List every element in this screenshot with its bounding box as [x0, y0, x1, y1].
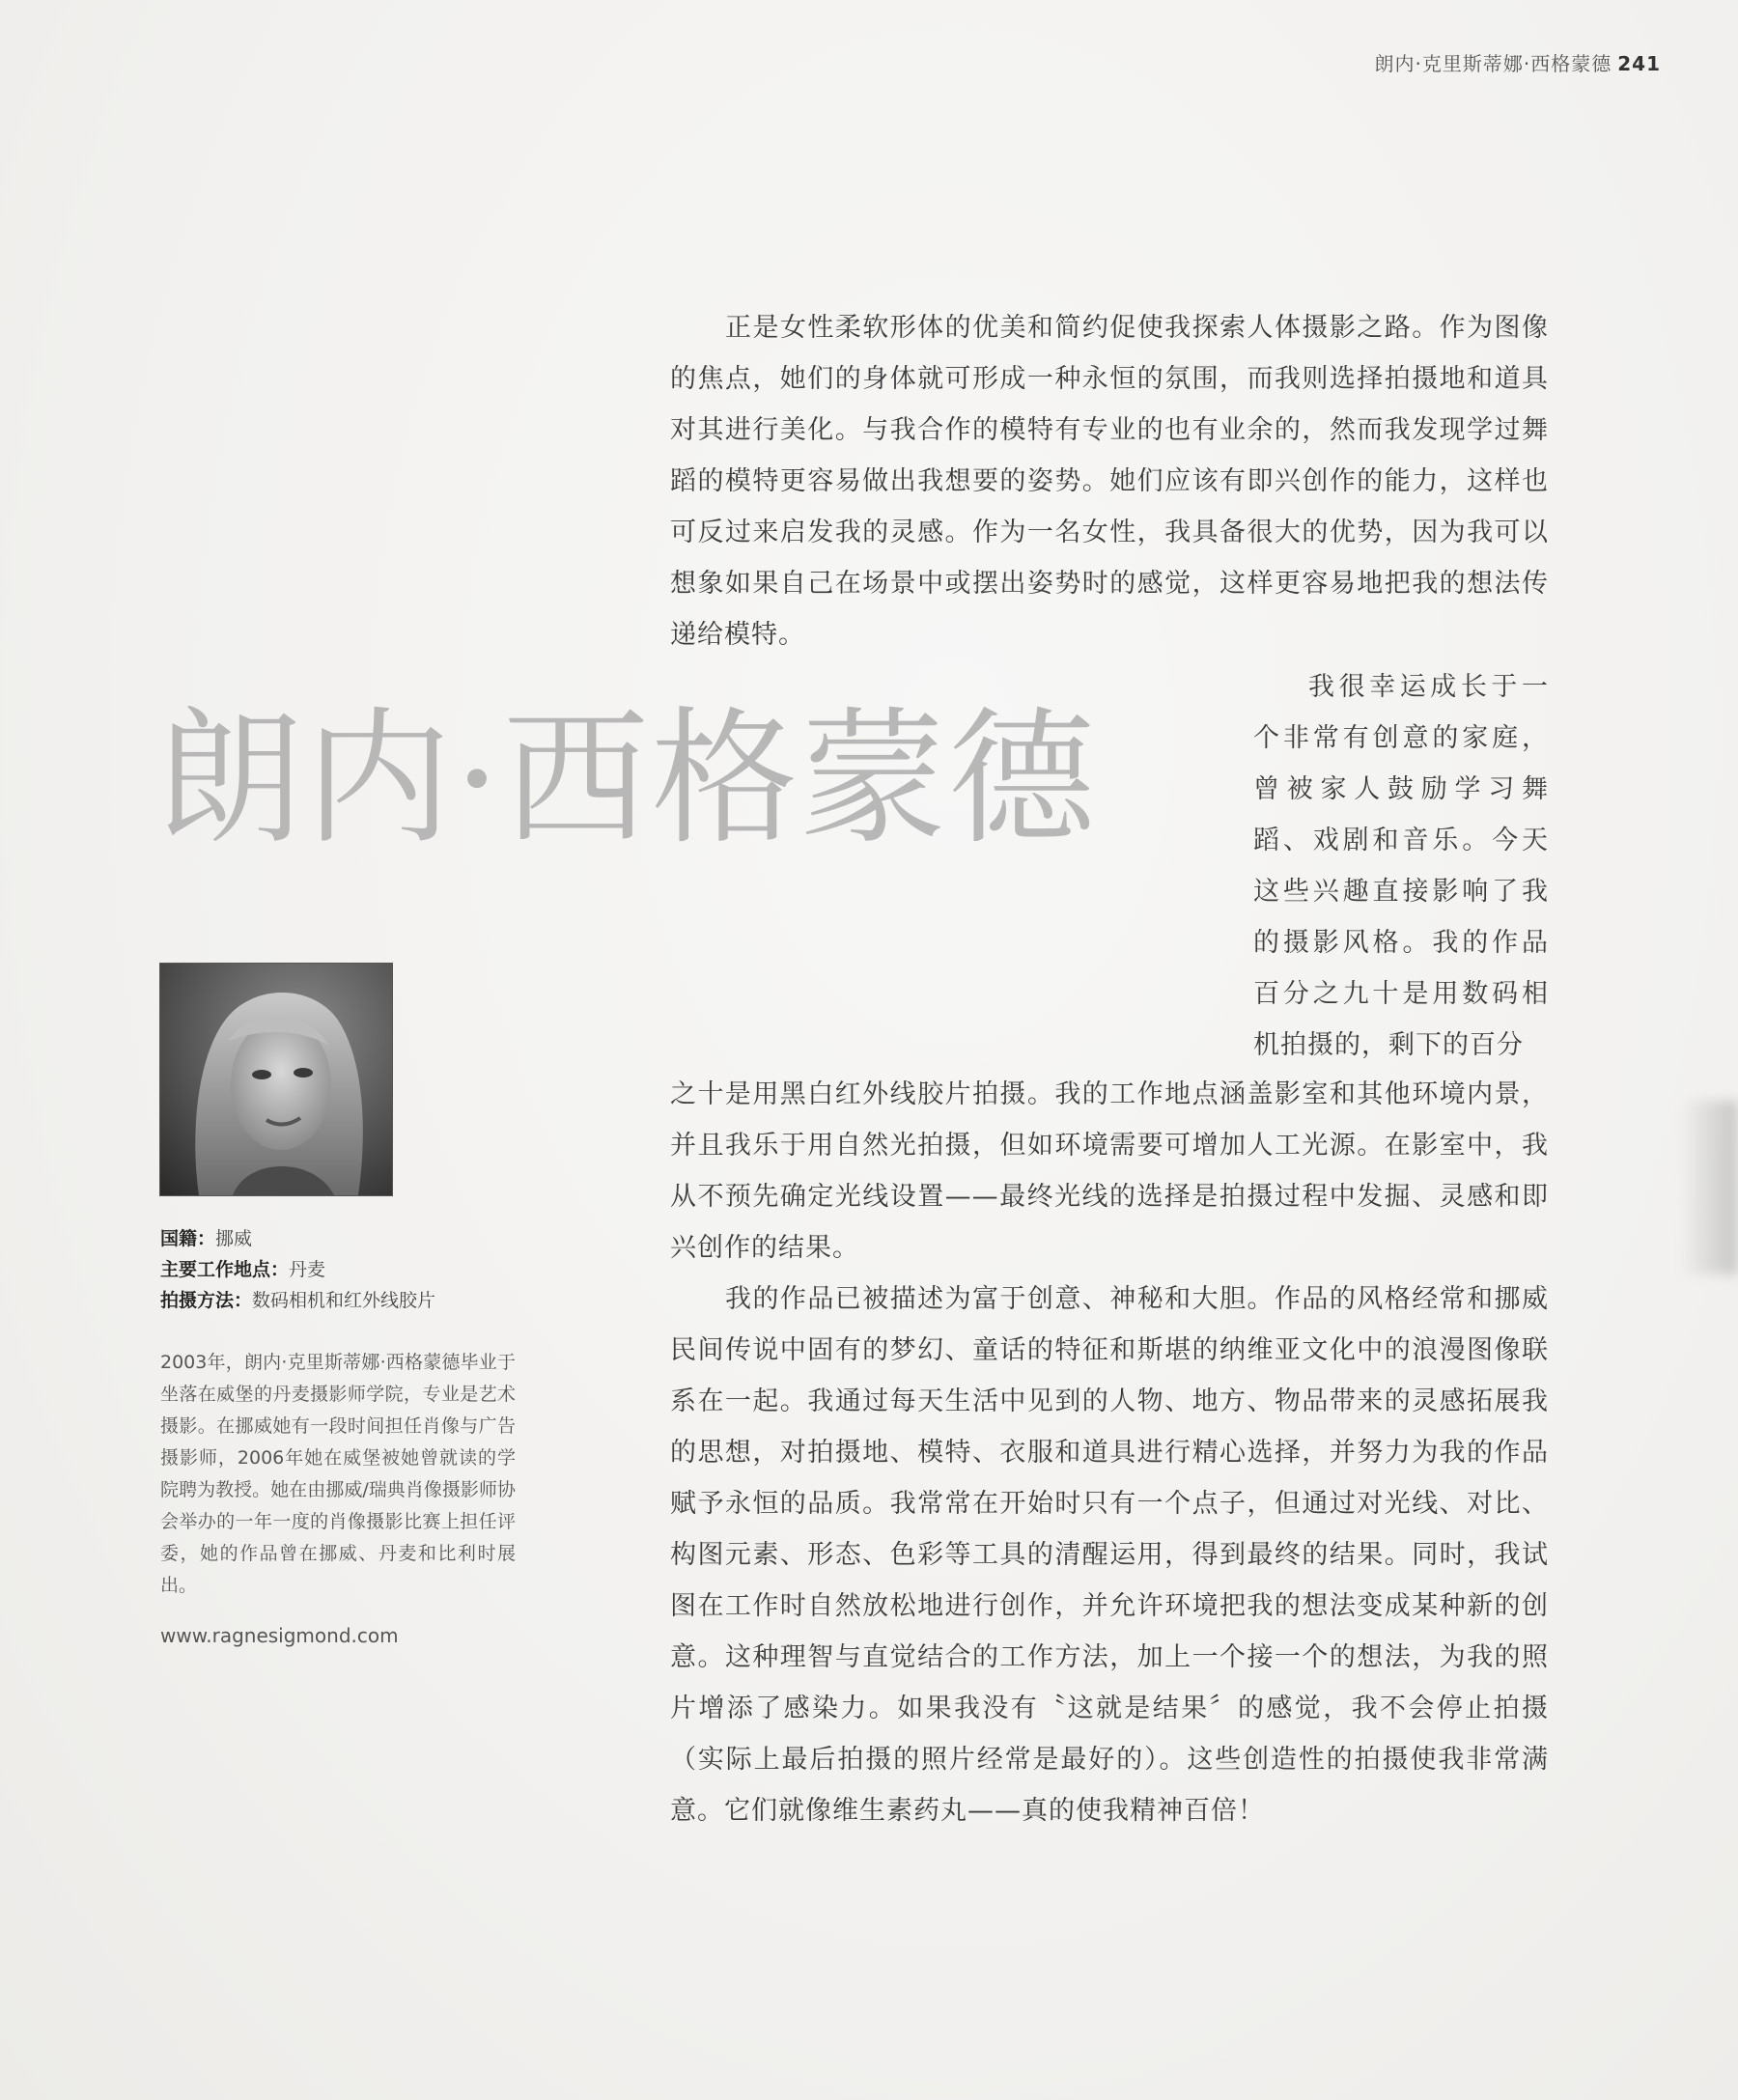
website-link[interactable]: www.ragnesigmond.com [160, 1624, 399, 1647]
fact-nationality [160, 1223, 435, 1254]
portrait-photo [159, 963, 393, 1196]
running-title: 朗内·克里斯蒂娜·西格蒙德 [1374, 52, 1612, 75]
paragraph-style: 我的作品已被描述为富于创意、神秘和大胆。作品的风格经常和挪威民间传说中固有的梦幻、童话的特征和斯堪的纳维亚文化中的浪漫图像联系在一起。我通过每天生活中见到的人物、地方、物品带来的灵感拓展我的思想，对拍摄地、模特、衣服和道具进行精心选择，并努力为我的作品赋予永恒的品质。我常常在开始时只有一个点子，但通过对光线、对比、构图元素、形态、色彩等工具的清醒运用，得到最终的结果。同时，我试图在工作时自然放松地进行创作，并允许环境把我的想法变成某种新的创意。这种理智与直觉结合的工作方法，加上一个接一个的想法，为我的照片增添了感染力。如果我没有〝这就是结果〞的感觉，我不会停止拍摄（实际上最后拍摄的照片经常是最好的）。这些创造性的拍摄使我非常满意。它们就像维生素药丸——真的使我精神百倍！ [670, 1284, 1549, 1826]
nationality-value: 挪威 [215, 1228, 253, 1249]
fact-location [160, 1254, 435, 1285]
method-value: 数码相机和红外线胶片 [252, 1290, 436, 1311]
page-number: 241 [1617, 52, 1661, 75]
location-label: 主要工作地点： [160, 1259, 290, 1280]
page-title: 朗内·西格蒙德 [156, 693, 1098, 864]
location-value: 丹麦 [289, 1259, 326, 1280]
artist-bio: 2003年，朗内·克里斯蒂娜·西格蒙德毕业于坐落在威堡的丹麦摄影师学院，专业是艺术摄影。在挪威她有一段时间担任肖像与广告摄影师，2006年她在威堡被她曾就读的学院聘为教授。她在由挪威/瑞典肖像摄影师协会举办的一年一度的肖像摄影比赛上担任评委，她的作品曾在挪威、丹麦和比利时展出。 [160, 1352, 516, 1596]
artist-facts [160, 1223, 435, 1316]
portrait-image [160, 964, 392, 1195]
nationality-label: 国籍： [160, 1228, 216, 1249]
paragraph-family-end: 之十是用黑白红外线胶片拍摄。我的工作地点涵盖影室和其他环境内景，并且我乐于用自然光拍摄，但如环境需要可增加人工光源。在影室中，我从不预先确定光线设置——最终光线的选择是拍摄过程中发掘、灵感和即兴创作的结果。 [670, 1079, 1549, 1263]
method-label: 拍摄方法： [160, 1290, 253, 1311]
fact-method [160, 1285, 435, 1316]
paragraph-intro: 正是女性柔软形体的优美和简约促使我探索人体摄影之路。作为图像的焦点，她们的身体就可形成一种永恒的氛围，而我则选择拍摄地和道具对其进行美化。与我合作的模特有专业的也有业余的，然而我发现学过舞蹈的模特更容易做出我想要的姿势。她们应该有即兴创作的能力，这样也可反过来启发我的灵感。作为一名女性，我具备很大的优势，因为我可以想象如果自己在场景中或摆出姿势时的感觉，这样更容易地把我的想法传递给模特。 [670, 313, 1549, 650]
running-header [1375, 48, 1661, 76]
paragraph-family-start: 我很幸运成长于一个非常有创意的家庭，曾被家人鼓励学习舞蹈、戏剧和音乐。今天这些兴趣直接影响了我的摄影风格。我的作品百分之九十是用数码相机拍摄的，剩下的百分 [1253, 672, 1549, 1060]
page-edge-shadow [1680, 1101, 1738, 1274]
